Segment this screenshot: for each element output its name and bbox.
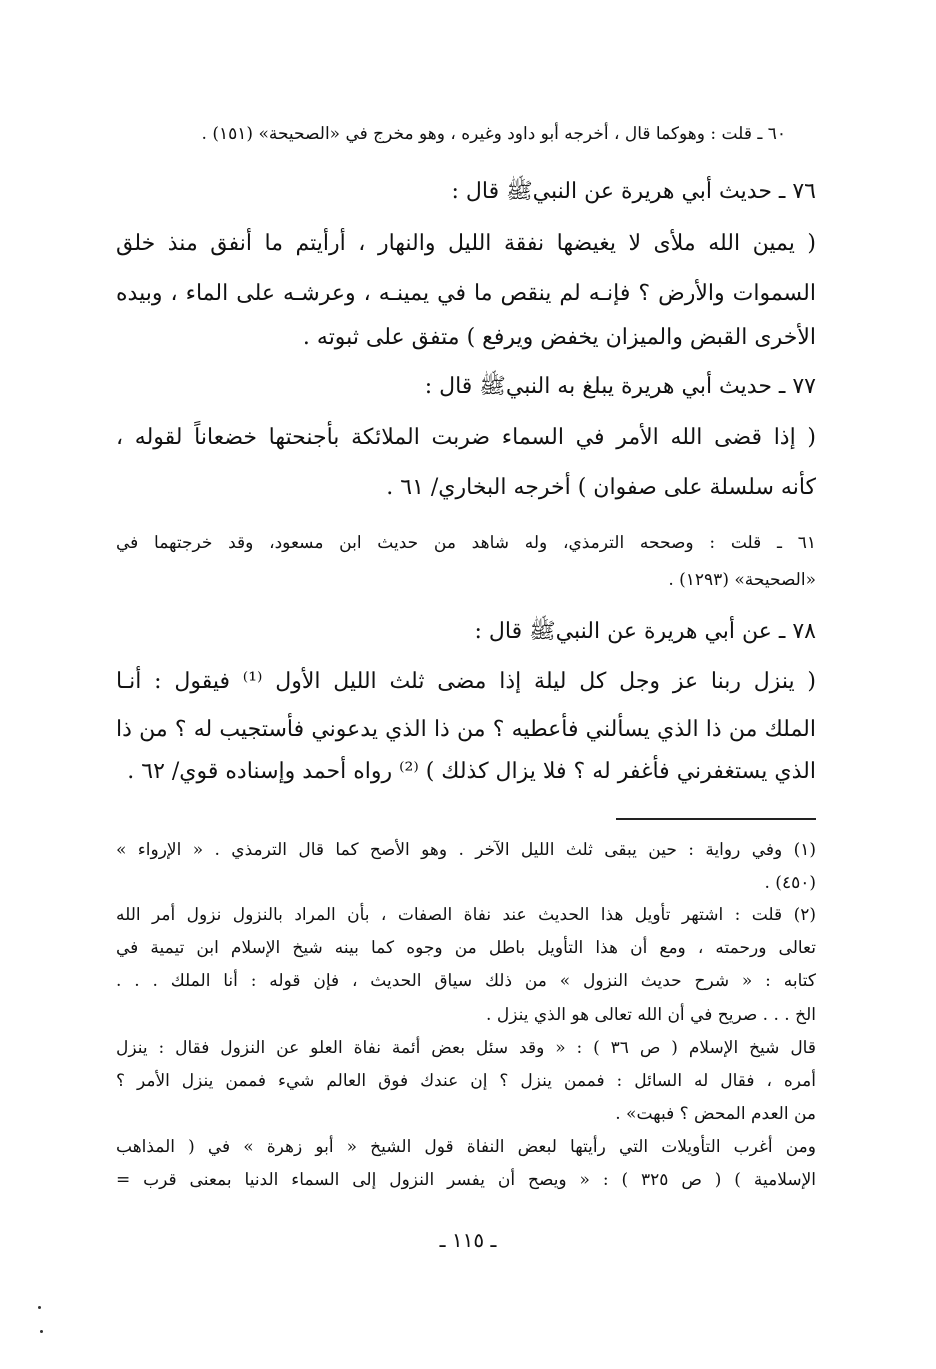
footnote-2-line-9: الإسلامية ) ( ص ٣٢٥ ) : « ويصح أن يفسر النزول إلى السماء الدنيا بمعنى قرب = bbox=[116, 1170, 816, 1190]
hadith-76-line-3: الأخرى القبض والميزان يخفض ويرفع ) متفق على ثبوته . bbox=[302, 325, 816, 350]
footnote-61-line-2: «الصحيحة» (١٢٩٣) . bbox=[668, 570, 816, 590]
hadith-77-heading: ٧٧ ـ حديث أبي هريرة يبلغ به النبيﷺ قال : bbox=[424, 374, 816, 399]
footnote-separator bbox=[616, 818, 816, 820]
footnote-1-line-1: (١) وفي رواية : حين يبقى ثلث الليل الآخر . وهو الأصح كما قال الترمذي . « الإرواء » bbox=[116, 840, 816, 860]
hadith-78-heading: ٧٨ ـ عن أبي هريرة عن النبيﷺ قال : bbox=[474, 619, 816, 644]
hadith-77-line-1: ( إذا قضى الله الأمر في السماء ضربت الملائكة بأجنحتها خضعاناً لقوله ، bbox=[116, 425, 816, 450]
hadith-78-line-3: الذي يستغفرني فأغفر له ؟ فلا يزال كذلك ) ⁽²⁾ رواه أحمد وإسناده قوي/ ٦٢ . bbox=[127, 759, 816, 784]
footnote-2-line-7: من العدم المحض ؟ فبهت» . bbox=[615, 1104, 816, 1124]
speck bbox=[38, 1306, 41, 1309]
hadith-77-line-2: كأنه سلسلة على صفوان ) أخرجه البخاري/ ٦١ . bbox=[386, 475, 816, 500]
footnote-60: ٦٠ ـ قلت : وهوكما قال ، أخرجه أبو داود وغيره ، وهو مخرج في «الصحيحة» (١٥١) . bbox=[201, 124, 786, 144]
page-number: ـ ١١٥ ـ bbox=[439, 1228, 497, 1252]
footnote-2-line-5: قال شيخ الإسلام ( ص ٣٦ ) : « وقد سئل بعض أئمة نفاة العلو عن النزول فقال : ينزل bbox=[116, 1038, 816, 1058]
hadith-76-line-1: ( يمين الله ملأى لا يغيضها نفقة الليل والنهار ، أرأيتم ما أنفق منذ خلق bbox=[116, 231, 816, 256]
footnote-1-line-2: (٤٥٠) . bbox=[764, 873, 816, 893]
footnote-2-line-6: أمره ، فقال له السائل : فممن ينزل ؟ إن عندك فوق العالم شيء فممن ينزل الأمر ؟ bbox=[116, 1071, 816, 1091]
footnote-2-line-1: (٢) قلت : اشتهر تأويل هذا الحديث عند نفاة الصفات ، بأن المراد بالنزول نزول أمر الله bbox=[116, 905, 816, 925]
hadith-76-line-2: السموات والأرض ؟ فإنـه لم ينقص ما في يمينـه ، وعرشـه على الماء ، وبيده bbox=[116, 281, 816, 306]
hadith-76-heading: ٧٦ ـ حديث أبي هريرة عن النبيﷺ قال : bbox=[451, 179, 816, 204]
speck bbox=[40, 1330, 43, 1333]
footnote-2-line-2: تعالى ورحمته ، ومع أن هذا التأويل باطل من وجوه كما بينه شيخ الإسلام ابن تيمية في bbox=[116, 938, 816, 958]
footnote-61-line-1: ٦١ ـ قلت : وصححه الترمذي، وله شاهد من حديث ابن مسعود، وقد خرجتهما في bbox=[116, 533, 816, 553]
hadith-78-line-1: ( ينزل ربنا عز وجل كل ليلة إذا مضى ثلث الليل الأول ⁽¹⁾ فيقول : أنـا bbox=[116, 669, 816, 694]
footnote-2-line-4: الخ . . . صريح في أن الله تعالى هو الذي ينزل . bbox=[486, 1005, 816, 1025]
footnote-2-line-3: كتابه : « شرح حديث النزول » من ذلك سياق الحديث ، فإن قوله : أنا الملك . . . bbox=[116, 971, 816, 991]
footnote-2-line-8: ومن أغرب التأويلات التي رأيتها لبعض النفاة قول الشيخ « أبو زهرة » في ( المذاهب bbox=[116, 1137, 816, 1157]
hadith-78-line-2: الملك من ذا الذي يسألني فأعطيه ؟ من ذا الذي يدعوني فأستجيب له ؟ من ذا bbox=[116, 717, 816, 742]
